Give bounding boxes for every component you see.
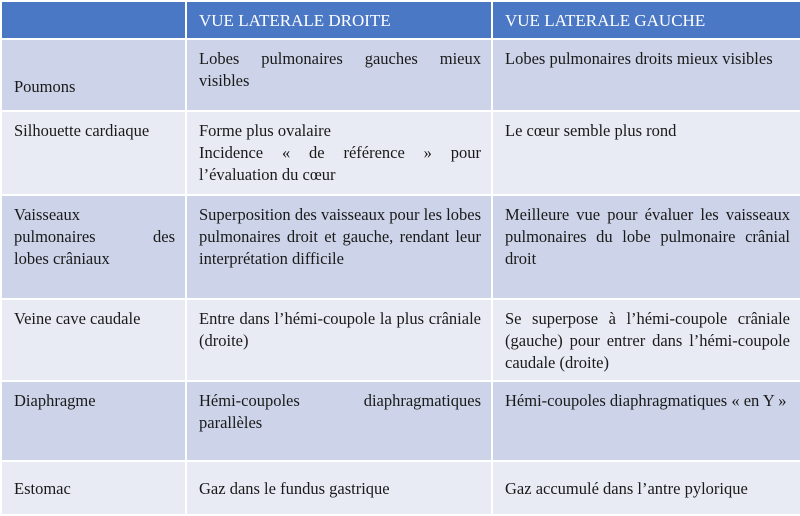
cell-line: Incidence « de référence » pour l’évaluation du cœur [199,143,481,184]
cell-droite-diaphragme: Hémi-coupoles diaphragmatiques parallèles [186,381,492,461]
cell-gauche-estomac: Gaz accumulé dans l’antre pylorique [492,461,800,515]
header-vue-laterale-droite: VUE LATERALE DROITE [186,1,492,39]
table-row [1,381,800,461]
label-line: lobes crâniaux [14,249,110,268]
row-label-veine-cave-caudale: Veine cave caudale [1,299,186,381]
table-row [1,195,800,299]
cell-line: Forme plus ovalaire [199,121,331,140]
row-label-diaphragme: Diaphragme [1,381,186,461]
cell-gauche-vaisseaux-pulmonaires: Meilleure vue pour évaluer les vaisseaux pulmonaires du lobe pulmonaire crânial droit [492,195,800,299]
header-vue-laterale-gauche: VUE LATERALE GAUCHE [492,1,800,39]
row-label-poumons: Poumons [1,39,186,111]
row-label-silhouette-cardiaque: Silhouette cardiaque [1,111,186,195]
cell-gauche-poumons: Lobes pulmonaires droits mieux visibles [492,39,800,111]
cell-droite-estomac: Gaz dans le fundus gastrique [186,461,492,515]
table-row [1,39,800,111]
table-row [1,461,800,515]
label-line: Vaisseaux [14,205,80,224]
header-corner-cell [1,1,186,39]
header-row [1,1,800,39]
cell-droite-silhouette-cardiaque [186,111,492,195]
table-row [1,111,800,195]
table-header [1,1,800,39]
row-label-vaisseaux-pulmonaires [1,195,186,299]
cell-gauche-diaphragme: Hémi-coupoles diaphragmatiques « en Y » [492,381,800,461]
label-line: pulmonaires des [14,227,175,246]
cell-gauche-silhouette-cardiaque: Le cœur semble plus rond [492,111,800,195]
cell-droite-vaisseaux-pulmonaires: Superposition des vaisseaux pour les lobes pulmonaires droit et gauche, rendant leur interprétation difficile [186,195,492,299]
cell-droite-veine-cave-caudale: Entre dans l’hémi-coupole la plus crâniale (droite) [186,299,492,381]
cell-droite-poumons: Lobes pulmonaires gauches mieux visibles [186,39,492,111]
row-label-estomac: Estomac [1,461,186,515]
table-row [1,299,800,381]
cell-gauche-veine-cave-caudale: Se superpose à l’hémi-coupole crâniale (gauche) pour entrer dans l’hémi-coupole caudale (droite) [492,299,800,381]
table-body [1,39,800,515]
